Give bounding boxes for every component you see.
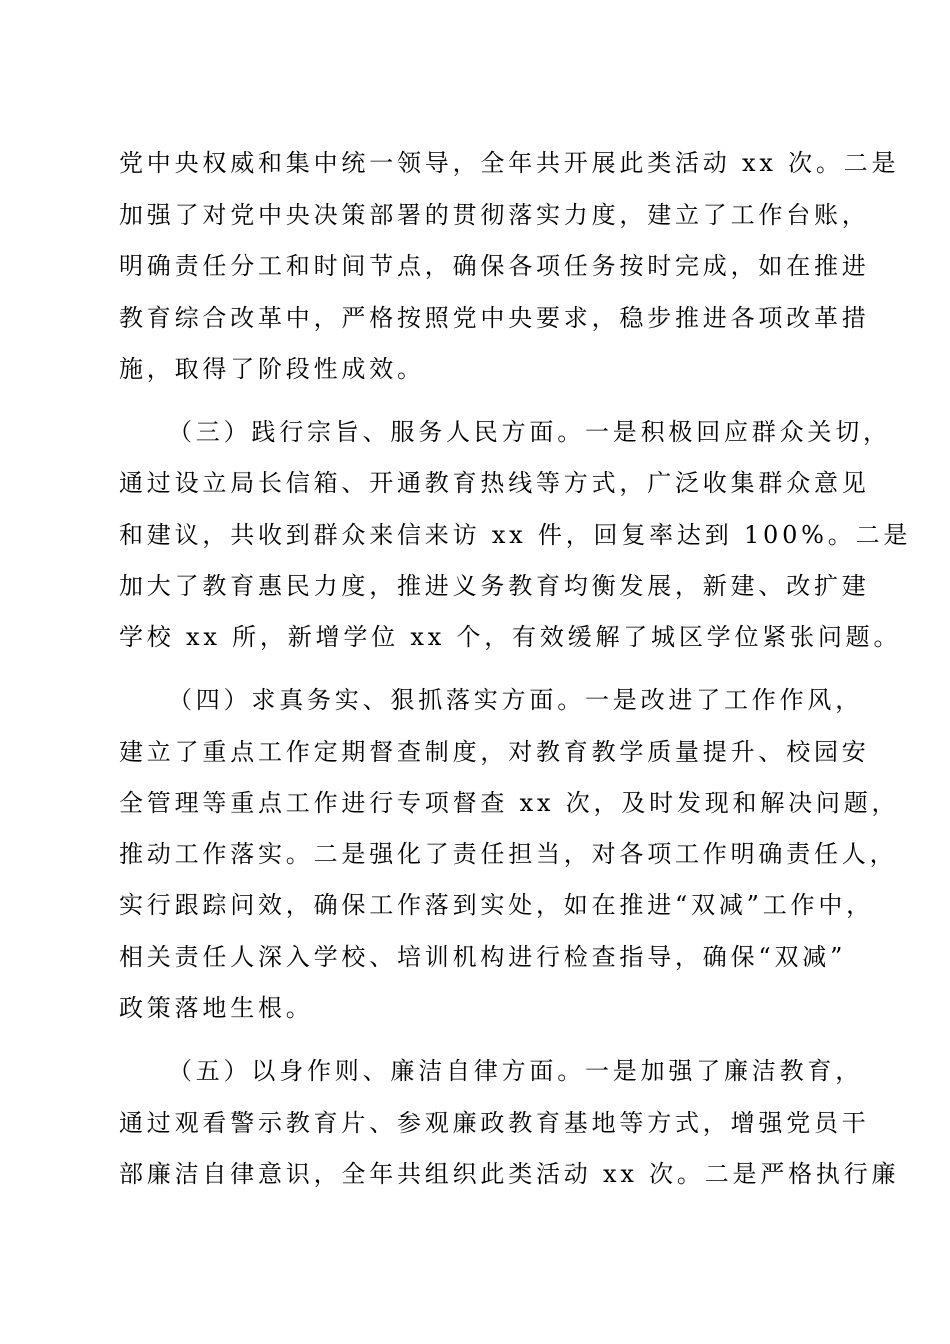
text-line: 学校 xx 所，新增学位 xx 个，有效缓解了城区学位紧张问题。 bbox=[119, 623, 902, 651]
section-heading-line: （三）践行宗旨、服务人民方面。一是积极回应群众关切， bbox=[168, 418, 891, 446]
text-line: 部廉洁自律意识，全年共组织此类活动 xx 次。二是严格执行廉 bbox=[119, 1160, 900, 1188]
section-heading-line: （四）求真务实、狠抓落实方面。一是改进了工作作风， bbox=[168, 686, 863, 714]
text-line: 教育综合改革中，严格按照党中央要求，稳步推进各项改革措 bbox=[119, 304, 870, 332]
text-line: 和建议，共收到群众来信来访 xx 件，回复率达到 100%。二是 bbox=[119, 521, 912, 549]
text-line: 通过设立局长信箱、开通教育热线等方式，广泛收集群众意见 bbox=[119, 469, 870, 497]
text-line: 相关责任人深入学校、培训机构进行检查指导，确保“双减” bbox=[119, 943, 847, 971]
text-line: 实行跟踪问效，确保工作落到实处，如在推进“双减”工作中， bbox=[119, 891, 874, 919]
text-line: 推动工作落实。二是强化了责任担当，对各项工作明确责任人， bbox=[119, 840, 898, 868]
text-line: 党中央权威和集中统一领导，全年共开展此类活动 xx 次。二是 bbox=[119, 149, 900, 177]
text-line: 加大了教育惠民力度，推进义务教育均衡发展，新建、改扩建 bbox=[119, 572, 870, 600]
text-line: 政策落地生根。 bbox=[119, 994, 314, 1022]
section-heading-line: （五）以身作则、廉洁自律方面。一是加强了廉洁教育， bbox=[168, 1057, 863, 1085]
text-line: 施，取得了阶段性成效。 bbox=[119, 355, 425, 383]
text-line: 加强了对党中央决策部署的贯彻落实力度，建立了工作台账， bbox=[119, 201, 870, 229]
text-line: 建立了重点工作定期督查制度，对教育教学质量提升、校园安 bbox=[119, 738, 870, 766]
text-line: 全管理等重点工作进行专项督查 xx 次，及时发现和解决问题， bbox=[119, 789, 900, 817]
text-line: 明确责任分工和时间节点，确保各项任务按时完成，如在推进 bbox=[119, 252, 870, 280]
text-line: 通过观看警示教育片、参观廉政教育基地等方式，增强党员干 bbox=[119, 1109, 870, 1137]
